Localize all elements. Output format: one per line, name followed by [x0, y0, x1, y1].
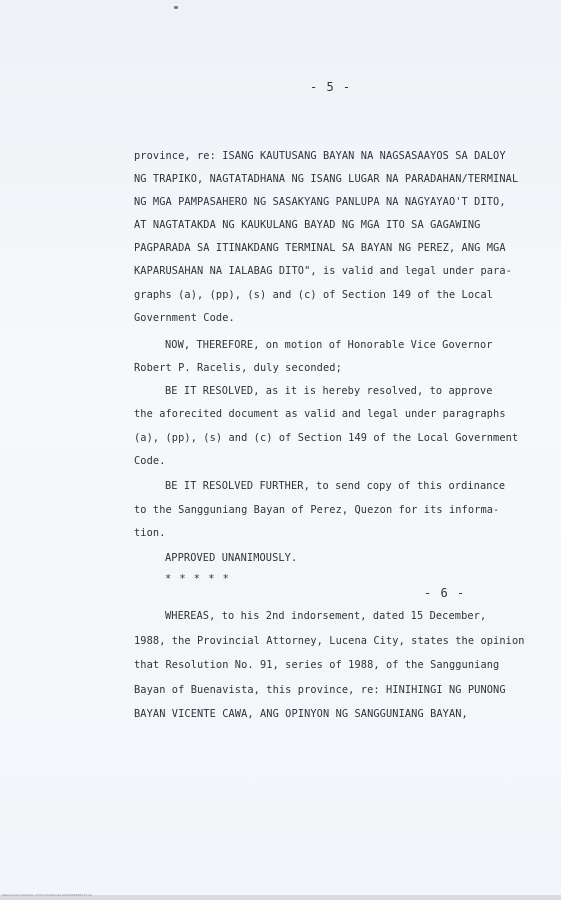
text-line: the aforecited document as valid and legal under paragraphs [134, 408, 506, 420]
separator-stars: * * * * * [165, 573, 230, 585]
text-line: BE IT RESOLVED FURTHER, to send copy of this ordinance [165, 480, 506, 492]
text-line: 1988, the Provincial Attorney, Lucena City, states the opinion [134, 635, 525, 647]
page-number-top: - 5 - [310, 80, 352, 94]
text-line: Code. [134, 455, 166, 467]
text-line: WHEREAS, to his 2nd indorsement, dated 15 December, [165, 610, 487, 622]
text-line: Robert P. Racelis, duly seconded; [134, 362, 342, 374]
text-line: AT NAGTATAKDA NG KAUKULANG BAYAD NG MGA ITO SA GAGAWING [134, 219, 481, 231]
text-line: BAYAN VICENTE CAWA, ANG OPINYON NG SANGGUNIANG BAYAN, [134, 708, 468, 720]
text-line: KAPARUSAHAN NA IALABAG DITO", is valid and legal under para- [134, 265, 512, 277]
ink-blot [174, 6, 178, 9]
text-line: Government Code. [134, 312, 235, 324]
text-line: BE IT RESOLVED, as it is hereby resolved, to approve [165, 385, 493, 397]
page-number-mid: - 6 - [424, 586, 466, 600]
text-line: that Resolution No. 91, series of 1988, of the Sangguniang [134, 659, 500, 671]
archive-footer: Manuscript Collection of the Philippines 0234048469777.12 [2, 893, 92, 897]
text-line: Bayan of Buenavista, this province, re: HINIHINGI NG PUNONG [134, 684, 506, 696]
text-line: tion. [134, 527, 166, 539]
text-line: NOW, THEREFORE, on motion of Honorable Vice Governor [165, 339, 493, 351]
text-line: to the Sangguniang Bayan of Perez, Quezon for its informa- [134, 504, 500, 516]
text-line: PAGPARADA SA ITINAKDANG TERMINAL SA BAYAN NG PEREZ, ANG MGA [134, 242, 506, 254]
text-line: graphs (a), (pp), (s) and (c) of Section 149 of the Local [134, 289, 494, 301]
text-line: APPROVED UNANIMOUSLY. [165, 552, 298, 564]
text-line: NG TRAPIKO, NAGTATADHANA NG ISANG LUGAR NA PARADAHAN/TERMINAL [134, 173, 519, 185]
text-line: province, re: ISANG KAUTUSANG BAYAN NA NAGSASAAYOS SA DALOY [134, 150, 506, 162]
text-line: NG MGA PAMPASAHERO NG SASAKYANG PANLUPA NA NAGYAYAO'T DITO, [134, 196, 506, 208]
text-line: (a), (pp), (s) and (c) of Section 149 of the Local Government [134, 432, 519, 444]
